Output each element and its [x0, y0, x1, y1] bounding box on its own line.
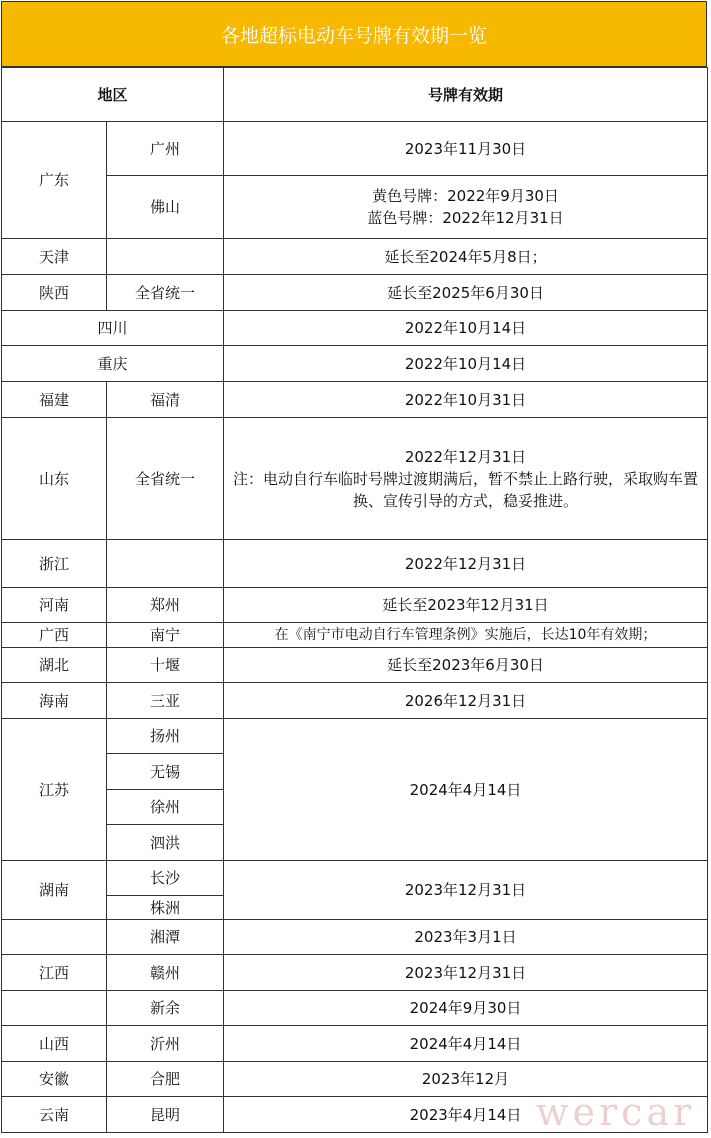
validity-cell: 延长至2023年12月31日 [224, 588, 708, 623]
table-row [2, 275, 708, 311]
validity-line: 2022年12月31日 [404, 447, 527, 466]
city-cell: 全省统一 [107, 275, 224, 311]
watermark: wercar [536, 1090, 696, 1134]
validity-table [1, 67, 708, 1133]
table-row [2, 623, 708, 648]
table-row [2, 1026, 708, 1062]
province-cell: 河南 [2, 588, 107, 623]
city-cell [107, 540, 224, 588]
validity-cell: 2022年10月14日 [224, 346, 708, 382]
province-cell [2, 920, 107, 955]
validity-cell: 2023年4月14日 [224, 1097, 708, 1133]
table-row [2, 311, 708, 346]
table-row [2, 176, 708, 239]
validity-cell: 2022年10月31日 [224, 382, 708, 418]
table-row [2, 955, 708, 991]
table-row [2, 588, 708, 623]
city-cell: 十堰 [107, 648, 224, 683]
validity-cell: 2023年3月1日 [224, 920, 708, 955]
province-cell: 湖北 [2, 648, 107, 683]
province-cell: 广东 [2, 122, 107, 239]
table-row [2, 991, 708, 1026]
validity-line: 黄色号牌：2022年9月30日 [372, 187, 559, 205]
validity-cell: 2022年10月14日 [224, 311, 708, 346]
province-cell: 云南 [2, 1097, 107, 1133]
city-cell: 三亚 [107, 683, 224, 719]
table-row [2, 382, 708, 418]
province-cell: 福建 [2, 382, 107, 418]
province-cell: 安徽 [2, 1062, 107, 1097]
city-cell: 新余 [107, 991, 224, 1026]
city-cell [107, 239, 224, 275]
table-row [2, 122, 708, 176]
city-cell: 广州 [107, 122, 224, 176]
header-row [2, 68, 708, 122]
city-cell: 无锡 [107, 754, 224, 790]
table-row [2, 861, 708, 896]
validity-cell: 2023年12月31日 [224, 861, 708, 920]
table-row [2, 1097, 708, 1133]
city-cell: 泗洪 [107, 825, 224, 861]
city-cell: 郑州 [107, 588, 224, 623]
city-cell: 赣州 [107, 955, 224, 991]
province-cell [2, 991, 107, 1026]
city-cell: 沂州 [107, 1026, 224, 1062]
city-cell: 全省统一 [107, 418, 224, 540]
table-row [2, 239, 708, 275]
table-row [2, 683, 708, 719]
validity-cell: 2026年12月31日 [224, 683, 708, 719]
province-cell: 四川 [2, 311, 224, 346]
validity-cell [224, 176, 708, 239]
province-cell: 江苏 [2, 719, 107, 861]
province-cell: 浙江 [2, 540, 107, 588]
validity-cell: 2024年4月14日 [224, 1026, 708, 1062]
validity-cell [224, 418, 708, 540]
province-cell: 江西 [2, 955, 107, 991]
validity-cell: 2023年12月 [224, 1062, 708, 1097]
validity-cell: 在《南宁市电动自行车管理条例》实施后，长达10年有效期； [224, 623, 708, 648]
validity-cell: 延长至2023年6月30日 [224, 648, 708, 683]
province-cell: 海南 [2, 683, 107, 719]
table-row [2, 719, 708, 754]
city-cell: 徐州 [107, 790, 224, 825]
table-row [2, 346, 708, 382]
table-row [2, 648, 708, 683]
validity-cell: 2023年11月30日 [224, 122, 708, 176]
table-row [2, 418, 708, 540]
city-cell: 南宁 [107, 623, 224, 648]
validity-note: 注：电动自行车临时号牌过渡期满后，暂不禁止上路行驶，采取购车置换、宣传引导的方式，稳妥推进。 [233, 469, 699, 510]
city-cell: 株洲 [107, 896, 224, 920]
city-cell: 昆明 [107, 1097, 224, 1133]
province-cell: 广西 [2, 623, 107, 648]
province-cell: 天津 [2, 239, 107, 275]
table-row [2, 920, 708, 955]
province-cell: 山西 [2, 1026, 107, 1062]
page-title: 各地超标电动车号牌有效期一览 [1, 1, 707, 67]
validity-line: 蓝色号牌：2022年12月31日 [367, 209, 564, 227]
city-cell: 扬州 [107, 719, 224, 754]
city-cell: 福清 [107, 382, 224, 418]
validity-cell: 延长至2024年5月8日； [224, 239, 708, 275]
province-cell: 重庆 [2, 346, 224, 382]
city-cell: 湘潭 [107, 920, 224, 955]
validity-cell: 2024年9月30日 [224, 991, 708, 1026]
city-cell: 佛山 [107, 176, 224, 239]
city-cell: 合肥 [107, 1062, 224, 1097]
validity-cell: 2024年4月14日 [224, 719, 708, 861]
table-row [2, 1062, 708, 1097]
validity-cell: 延长至2025年6月30日 [224, 275, 708, 311]
province-cell: 湖南 [2, 861, 107, 920]
validity-cell: 2022年12月31日 [224, 540, 708, 588]
header-region: 地区 [2, 68, 224, 122]
province-cell: 陕西 [2, 275, 107, 311]
header-validity: 号牌有效期 [224, 68, 708, 122]
validity-cell: 2023年12月31日 [224, 955, 708, 991]
city-cell: 长沙 [107, 861, 224, 896]
table-row [2, 540, 708, 588]
province-cell: 山东 [2, 418, 107, 540]
